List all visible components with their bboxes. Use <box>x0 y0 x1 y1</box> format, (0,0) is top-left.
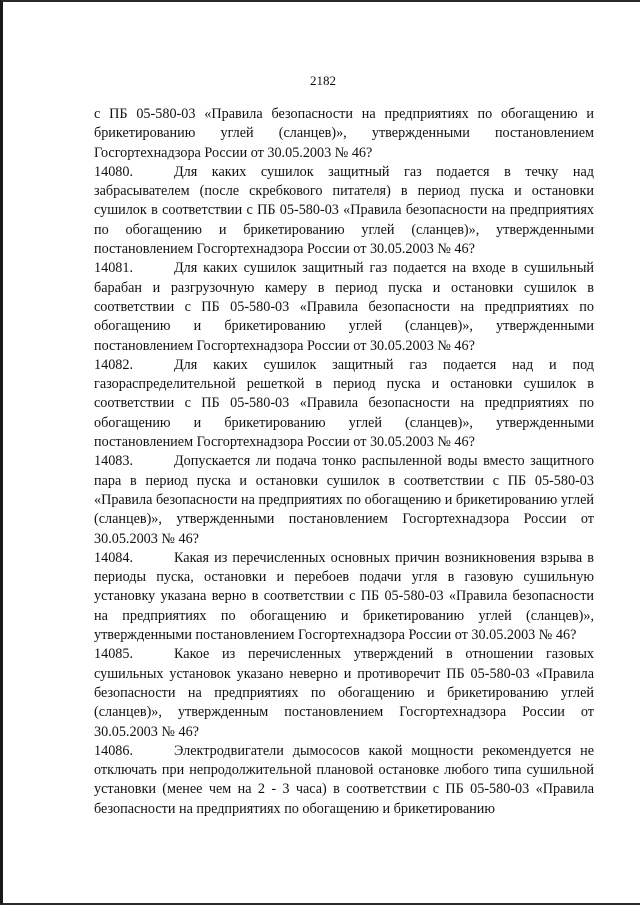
question-number: 14081. <box>94 260 134 277</box>
question-14080 <box>94 163 594 259</box>
question-number: 14082. <box>94 356 134 373</box>
question-number: 14083. <box>94 453 134 470</box>
question-text: Допускается ли подача тонко распыленной воды вместо защитного пара в период пуска и остановки сушилок в соответствии с ПБ 05-580-03 «Правила безопасности на предприятиях по обогащению и брикетированию углей (сланцев)», утвержденными постановлением Госгортехнадзора России от 30.05.2003 № 46? <box>94 453 594 547</box>
question-number: 14084. <box>94 549 134 566</box>
question-number: 14080. <box>94 163 134 180</box>
question-text: Электродвигатели дымососов какой мощности рекомендуется не отключать при непродолжительной плановой остановке любого типа сушильной установки (менее чем на 2 - 3 часа) в соответствии с ПБ 05-580-03 «Правила безопасности на предприятиях по обогащению и брикетированию <box>94 742 594 817</box>
question-text: Для каких сушилок защитный газ подается в течку над забрасывателем (после скребкового питателя) в период пуска и остановки сушилок в соответствии с ПБ 05-580-03 «Правила безопасности на предприятиях по обогащению и брикетированию углей (сланцев)», утвержденными постановлением Госгортехнадзора России от 30.05.2003 № 46? <box>94 163 594 258</box>
question-list <box>94 105 594 819</box>
question-number: 14086. <box>94 742 134 759</box>
question-text: Для каких сушилок защитный газ подается на входе в сушильный барабан и разгрузочную камеру в период пуска и остановки сушилок в соответствии с ПБ 05-580-03 «Правила безопасности на предприятиях по обогащению и брикетированию углей (сланцев)», утвержденными постановлением Госгортехнадзора России от 30.05.2003 № 46? <box>94 260 594 354</box>
question-14083 <box>94 452 594 548</box>
question-text: Для каких сушилок защитный газ подается над и под газораспределительной решеткой в период пуска и остановки сушилок в соответствии с ПБ 05-580-03 «Правила безопасности на предприятиях по обогащению и брикетированию углей (сланцев)», утвержденными постановлением Госгортехнадзора России от 30.05.2003 № 46? <box>94 356 594 451</box>
question-continuation <box>94 105 594 163</box>
question-14086 <box>94 742 594 819</box>
page-number: 2182 <box>310 73 336 88</box>
question-number: 14085. <box>94 646 134 663</box>
question-text: Какая из перечисленных основных причин возникновения взрыва в периоды пуска, остановки и перебоев подачи угля в газовую сушильную установку указана верно в соответствии с ПБ 05-580-03 «Правила безопасности на предприятиях по обогащению и брикетированию углей (сланцев)», утвержденными постановлением Госгортехнадзора России от 30.05.2003 № 46? <box>94 549 594 644</box>
question-14081 <box>94 259 594 355</box>
question-14082 <box>94 356 594 452</box>
question-text: Какое из перечисленных утверждений в отношении газовых сушильных установок указано неверно и противоречит ПБ 05-580-03 «Правила безопасности на предприятиях по обогащению и брикетированию углей (сланцев)», утвержденным постановлением Госгортехнадзора России от 30.05.2003 № 46? <box>94 646 594 740</box>
question-14085 <box>94 645 594 741</box>
question-14084 <box>94 549 594 645</box>
question-text: с ПБ 05-580-03 «Правила безопасности на предприятиях по обогащению и брикетированию углей (сланцев)», утвержденными постановлением Госгортехнадзора России от 30.05.2003 № 46? <box>94 106 594 161</box>
